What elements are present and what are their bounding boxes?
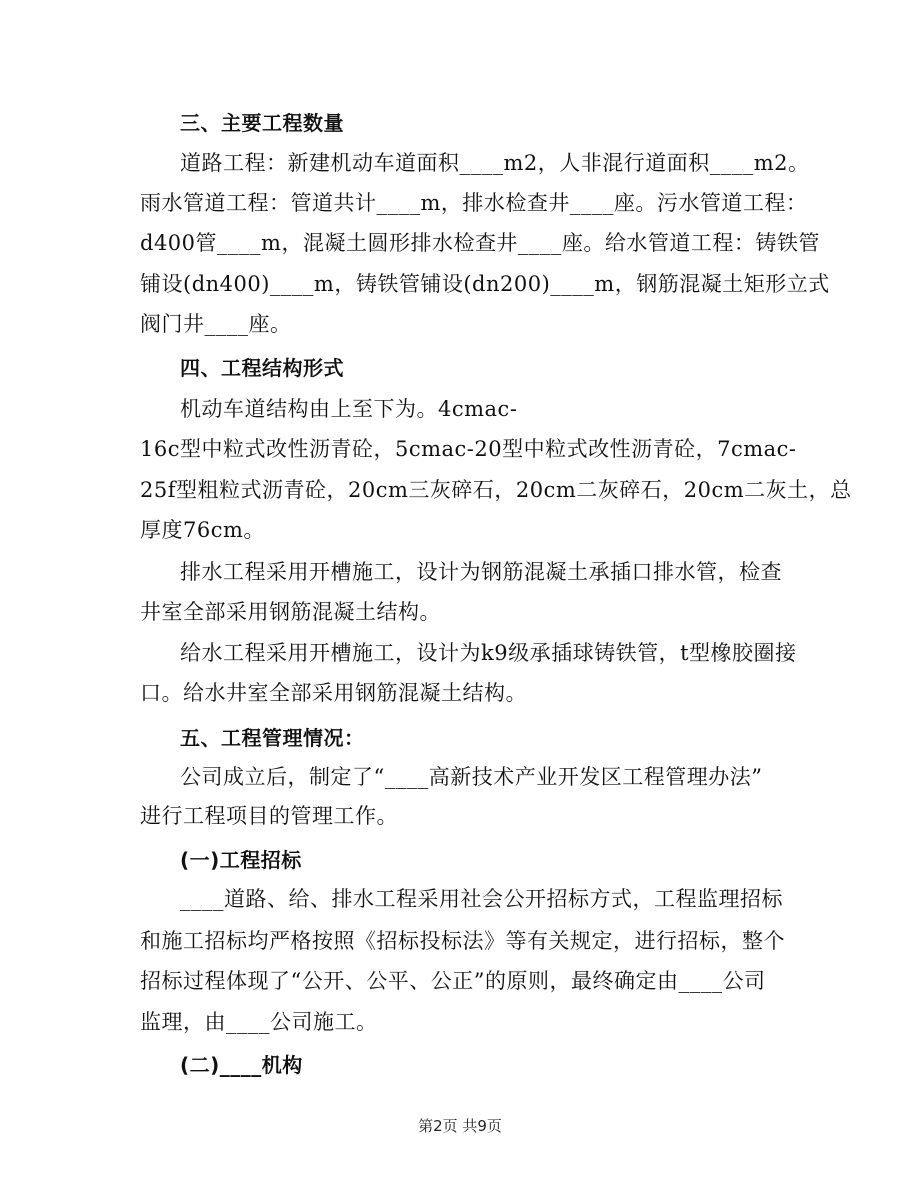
paragraph-line: 厚度76cm。 (140, 518, 265, 542)
paragraph-line: 进行工程项目的管理工作。 (140, 804, 398, 828)
subsection-heading-1: (一)工程招标 (180, 848, 302, 872)
paragraph-line: 机动车道结构由上至下为。4cmac- (180, 397, 518, 421)
section-heading-5: 五、工程管理情况： (180, 726, 365, 750)
paragraph-line: 阀门井____座。 (140, 312, 292, 336)
paragraph-line: 铺设(dn400)____m，铸铁管铺设(dn200)____m，钢筋混凝土矩形立式 (140, 272, 830, 296)
paragraph-line: 道路工程：新建机动车道面积____m2，人非混行道面积____m2。 (180, 151, 810, 175)
subsection-heading-2: (二)____机构 (180, 1053, 303, 1077)
paragraph-line: d400管____m，混凝土圆形排水检查井____座。给水管道工程：铸铁管 (140, 231, 820, 255)
paragraph-line: 公司成立后，制定了“____高新技术产业开发区工程管理办法” (180, 765, 763, 789)
paragraph-line: 口。给水井室全部采用钢筋混凝土结构。 (140, 681, 527, 705)
section-heading-4: 四、工程结构形式 (180, 356, 344, 380)
paragraph-line: 16c型中粒式改性沥青砼，5cmac-20型中粒式改性沥青砼，7cmac- (140, 437, 797, 461)
paragraph-line: 排水工程采用开槽施工，设计为钢筋混凝土承插口排水管，检查 (180, 560, 782, 584)
page-number-footer: 第2页 共9页 (418, 1117, 502, 1135)
paragraph-line: 25f型粗粒式沥青砼，20cm三灰碎石，20cm二灰碎石，20cm二灰土，总 (140, 478, 852, 502)
paragraph-line: 雨水管道工程：管道共计____m，排水检查井____座。污水管道工程： (140, 191, 808, 215)
paragraph-line: 监理，由____公司施工。 (140, 1010, 378, 1034)
section-heading-3: 三、主要工程数量 (180, 111, 344, 135)
paragraph-line: 给水工程采用开槽施工，设计为k9级承插球铸铁管，t型橡胶圈接 (180, 641, 797, 665)
paragraph-line: ____道路、给、排水工程采用社会公开招标方式，工程监理招标 (180, 887, 783, 911)
paragraph-line: 井室全部采用钢筋混凝土结构。 (140, 600, 441, 624)
paragraph-line: 招标过程体现了“公开、公平、公正”的原则，最终确定由____公司 (140, 969, 766, 993)
paragraph-line: 和施工招标均严格按照《招标投标法》等有关规定，进行招标，整个 (140, 929, 785, 953)
